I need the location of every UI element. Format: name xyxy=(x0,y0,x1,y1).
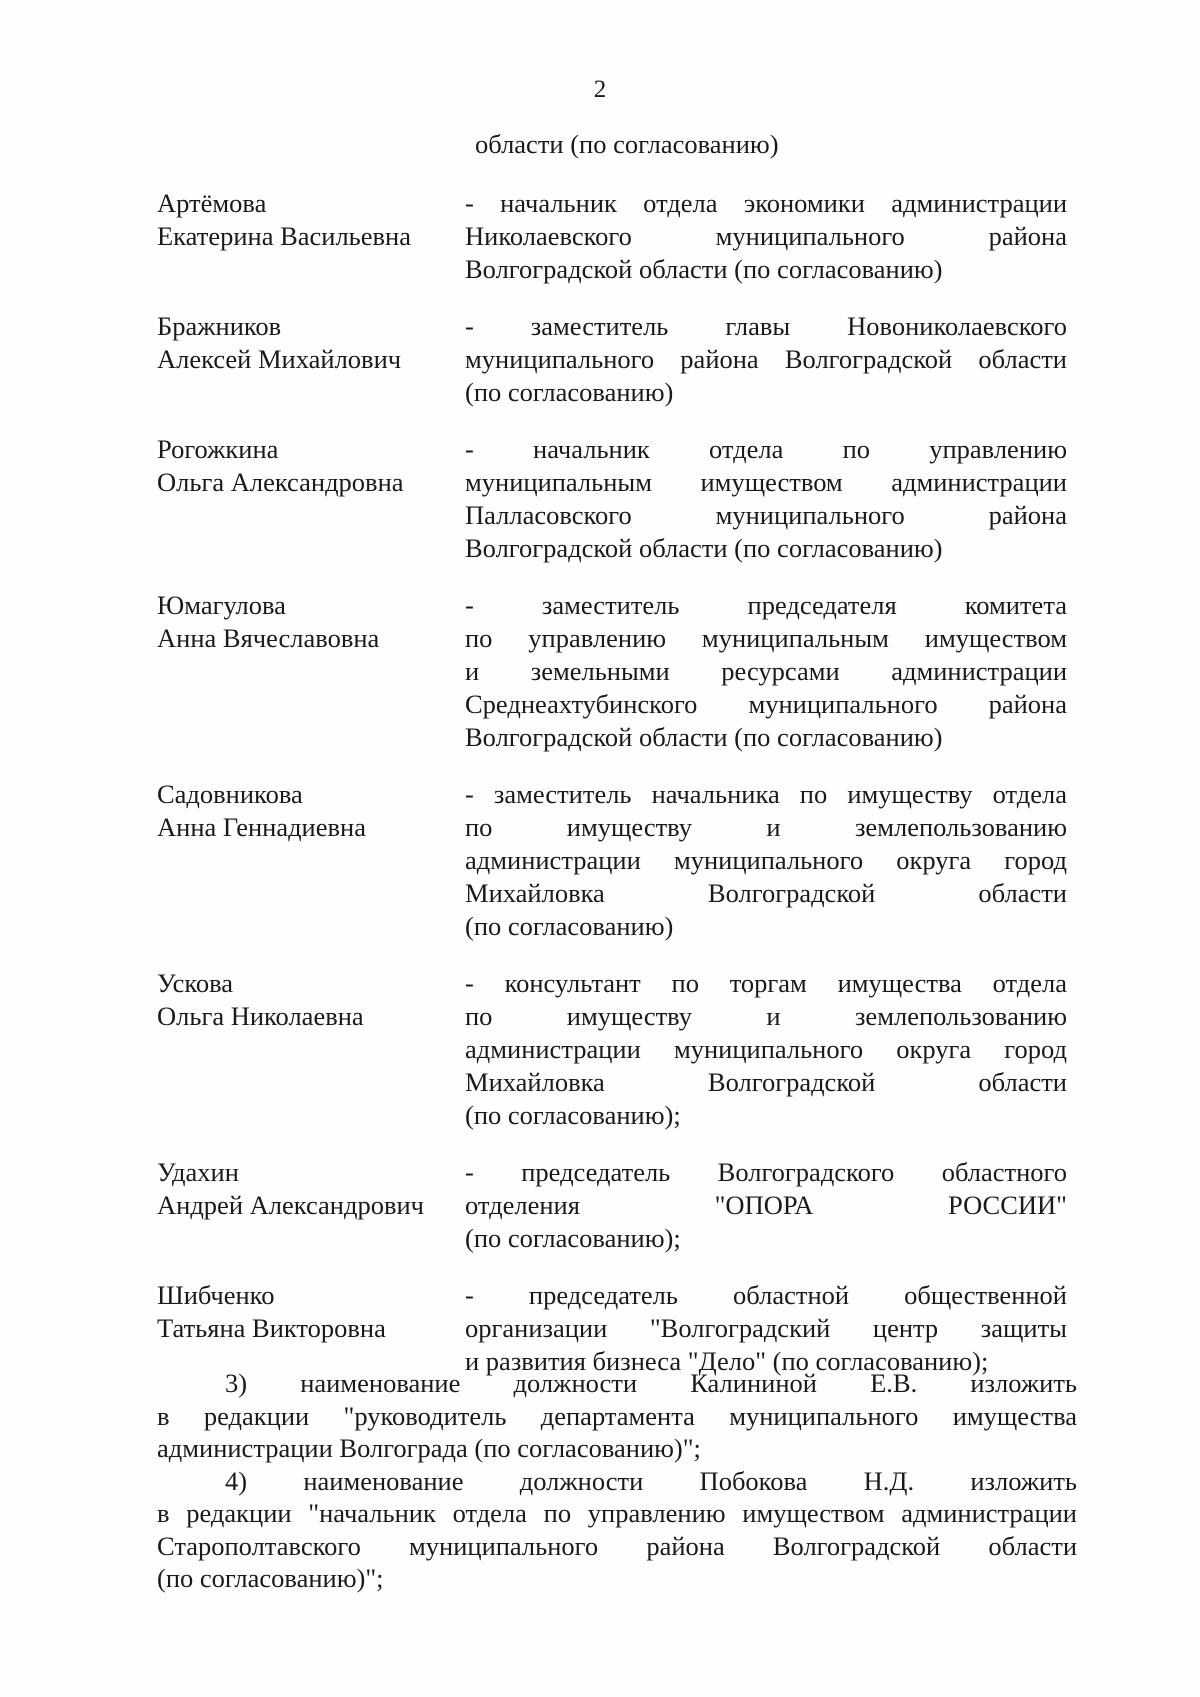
member-name xyxy=(157,1156,465,1255)
member-surname: Юмагулова xyxy=(157,590,286,620)
paragraph-line: в редакции "начальник отдела по управлению имуществом администрации xyxy=(157,1498,1077,1528)
commission-members-list xyxy=(157,187,1067,1402)
member-name xyxy=(157,310,465,409)
position-line: - председатель областной общественной xyxy=(465,1280,1067,1310)
position-line: и земельными ресурсами администрации xyxy=(465,656,1067,686)
member-given-names: Татьяна Викторовна xyxy=(157,1313,386,1343)
page-number: 2 xyxy=(593,76,607,103)
position-line: Волгоградской области (по согласованию) xyxy=(465,533,943,563)
position-line: Палласовского муниципального района xyxy=(465,500,1067,530)
position-line: (по согласованию); xyxy=(465,1100,681,1130)
position-line: администрации муниципального округа город xyxy=(465,845,1067,875)
member-given-names: Андрей Александрович xyxy=(157,1190,424,1220)
member-position xyxy=(465,589,1067,754)
position-line: Среднеахтубинского муниципального района xyxy=(465,689,1067,719)
position-line: - начальник отдела по управлению xyxy=(465,434,1067,464)
member-entry xyxy=(157,1156,1067,1255)
position-line: - консультант по торгам имущества отдела xyxy=(465,968,1067,998)
member-surname: Артёмова xyxy=(157,188,267,218)
member-name xyxy=(157,967,465,1132)
position-line: муниципального района Волгоградской области xyxy=(465,344,1067,374)
position-line: по имуществу и землепользованию xyxy=(465,812,1067,842)
member-given-names: Анна Геннадиевна xyxy=(157,812,366,842)
member-name xyxy=(157,1279,465,1378)
member-entry xyxy=(157,433,1067,565)
position-line: (по согласованию) xyxy=(465,911,674,941)
position-line: организации "Волгоградский центр защиты xyxy=(465,1313,1067,1343)
position-line: по управлению муниципальным имуществом xyxy=(465,623,1067,653)
position-line: Михайловка Волгоградской области xyxy=(465,1067,1067,1097)
member-entry xyxy=(157,310,1067,409)
amendment-paragraph xyxy=(157,1367,1077,1465)
member-surname: Бражников xyxy=(157,311,282,341)
member-given-names: Алексей Михайлович xyxy=(157,344,402,374)
member-given-names: Анна Вячеславовна xyxy=(157,623,380,653)
paragraph-line: администрации Волгограда (по согласованию)"; xyxy=(157,1433,701,1463)
member-position xyxy=(465,433,1067,565)
paragraph-line: 3) наименование должности Калининой Е.В. изложить xyxy=(225,1368,1077,1398)
position-line: - заместитель председателя комитета xyxy=(465,590,1067,620)
member-position xyxy=(465,778,1067,943)
paragraph-line: Старополтавского муниципального района Волгоградской области xyxy=(157,1530,1077,1561)
member-position xyxy=(465,967,1067,1132)
member-name xyxy=(157,778,465,943)
position-line: - председатель Волгоградского областного xyxy=(465,1157,1067,1187)
position-line: (по согласованию) xyxy=(465,377,674,407)
position-line: - заместитель главы Новониколаевского xyxy=(465,311,1067,341)
paragraph-line: в редакции "руководитель департамента муниципального имущества xyxy=(157,1400,1077,1431)
member-entry xyxy=(157,187,1067,286)
paragraph-line: (по согласованию)"; xyxy=(157,1563,384,1593)
member-name xyxy=(157,589,465,754)
position-line: и развития бизнеса "Дело" (по согласованию); xyxy=(465,1346,989,1376)
amendment-paragraph xyxy=(157,1465,1077,1595)
position-line: отделения "ОПОРА РОССИИ" xyxy=(465,1190,1067,1220)
position-line: Волгоградской области (по согласованию) xyxy=(465,722,943,752)
member-entry xyxy=(157,778,1067,943)
position-line: (по согласованию); xyxy=(465,1223,681,1253)
member-entry xyxy=(157,589,1067,754)
member-surname: Садовникова xyxy=(157,779,303,809)
member-given-names: Ольга Александровна xyxy=(157,467,404,497)
member-name xyxy=(157,433,465,565)
member-surname: Рогожкина xyxy=(157,434,279,464)
position-line: Волгоградской области (по согласованию) xyxy=(465,254,943,284)
member-surname: Шибченко xyxy=(157,1280,275,1310)
member-name xyxy=(157,187,465,286)
member-position xyxy=(465,310,1067,409)
continuation-line: области (по согласованию) xyxy=(475,129,779,159)
member-given-names: Екатерина Васильевна xyxy=(157,221,411,251)
amendment-paragraphs xyxy=(157,1367,1077,1595)
position-line: Михайловка Волгоградской области xyxy=(465,878,1067,908)
member-surname: Удахин xyxy=(157,1157,239,1187)
paragraph-line: 4) наименование должности Побокова Н.Д. изложить xyxy=(225,1465,1077,1496)
member-given-names: Ольга Николаевна xyxy=(157,1001,364,1031)
member-entry xyxy=(157,1279,1067,1378)
position-line: - заместитель начальника по имуществу отдела xyxy=(465,779,1067,809)
member-position xyxy=(465,1156,1067,1255)
position-line: по имуществу и землепользованию xyxy=(465,1001,1067,1031)
position-line: муниципальным имуществом администрации xyxy=(465,467,1067,497)
member-position xyxy=(465,1279,1067,1378)
position-line: администрации муниципального округа город xyxy=(465,1034,1067,1064)
position-line: - начальник отдела экономики администрации xyxy=(465,188,1067,218)
member-entry xyxy=(157,967,1067,1132)
position-line: Николаевского муниципального района xyxy=(465,221,1067,251)
member-position xyxy=(465,187,1067,286)
member-surname: Ускова xyxy=(157,968,234,998)
